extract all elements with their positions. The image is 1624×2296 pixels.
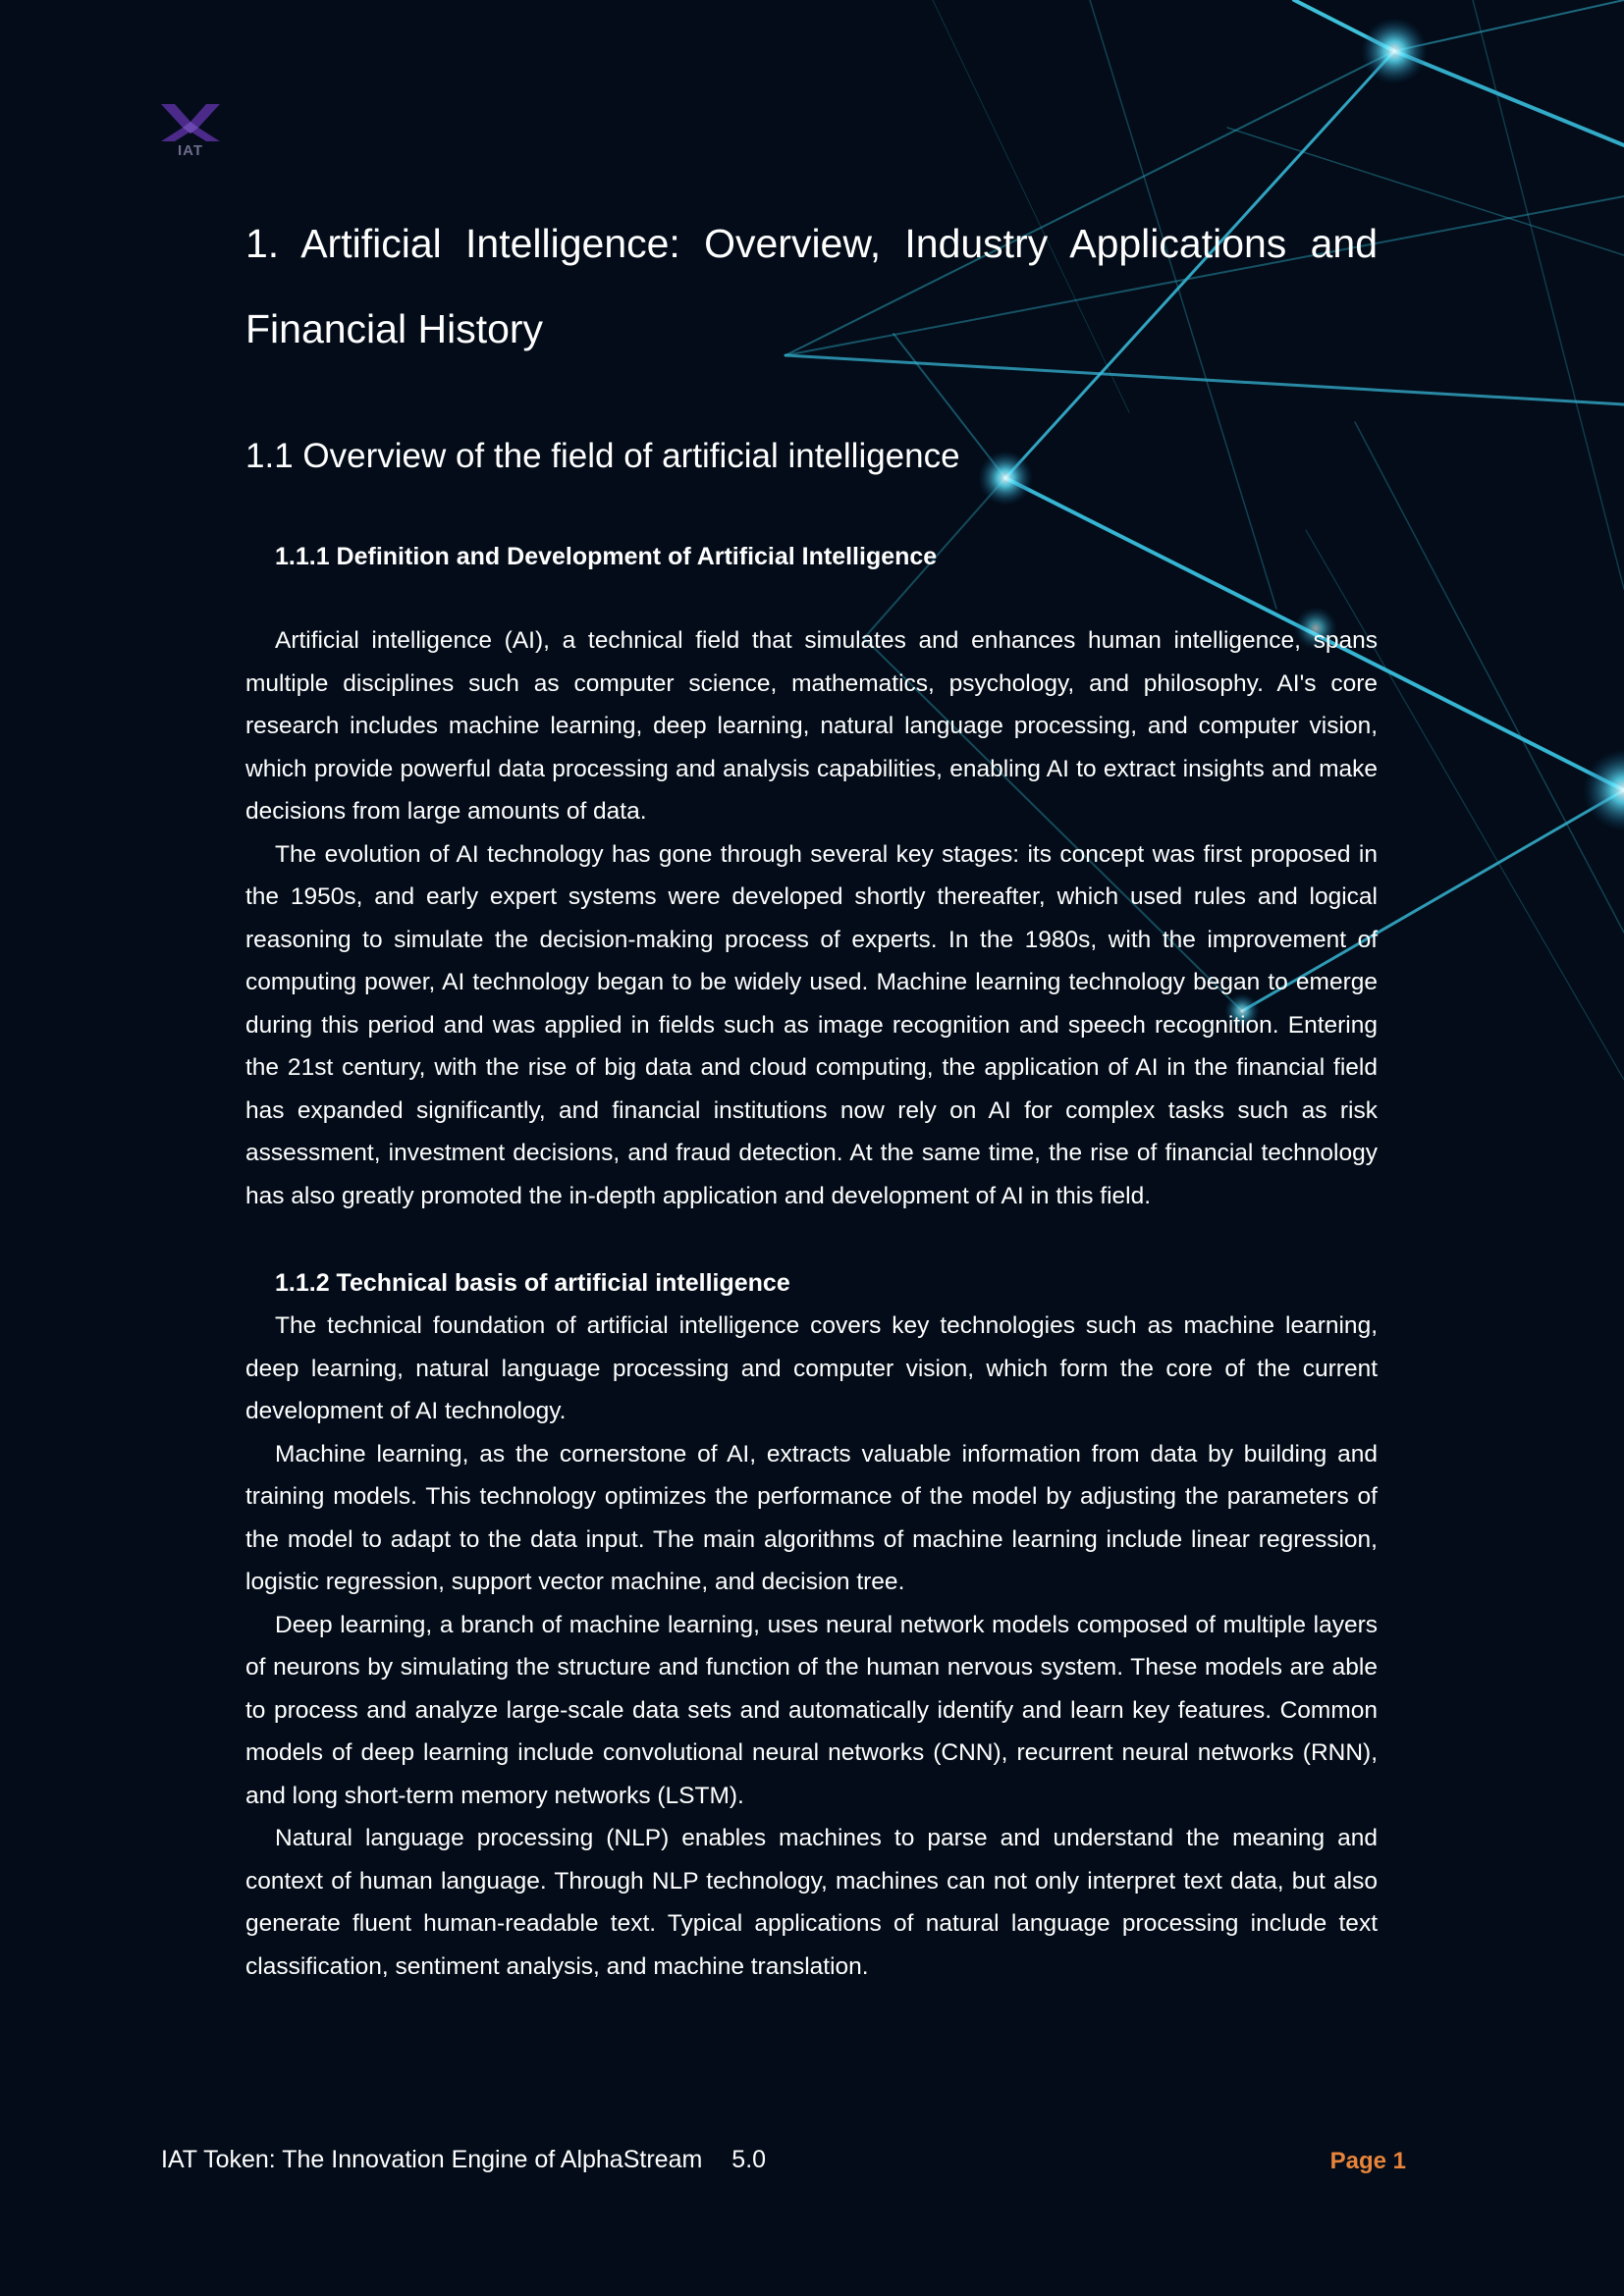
footer-title — [161, 2146, 766, 2174]
document-title: 1. Artificial Intelligence: Overview, Industry Applications and Financial History — [245, 221, 1378, 351]
paragraph: Artificial intelligence (AI), a technical field that simulates and enhances human intelligence, spans multiple disciplines such as computer science, mathematics, psychology, and philosophy. AI's core research includes machine learning, deep learning, natural language processing, and computer vision, which provide powerful data processing and analysis capabilities, enabling AI to extract insights and make decisions from large amounts of data. — [245, 627, 1378, 825]
paragraph: Machine learning, as the cornerstone of AI, extracts valuable information from data by building and training models. This technology optimizes the performance of the model by adjusting the parameters of the model to adapt to the data input. The main algorithms of machine learning include linear regression, logistic regression, support vector machine, and decision tree. — [245, 1440, 1378, 1595]
logo-text: IAT — [177, 142, 204, 159]
document-content — [245, 201, 1378, 1988]
page-number: Page 1 — [1329, 2148, 1406, 2174]
paragraph: The evolution of AI technology has gone through several key stages: its concept was first proposed in the 1950s, and early expert systems were developed shortly thereafter, which used rules and logical reasoning to simulate the decision-making process of experts. In the 1980s, with the improvement of computing power, AI technology began to be widely used. Machine learning technology began to emerge during this period and was applied in fields such as image recognition and speech recognition. Entering the 21st century, with the rise of big data and cloud computing, the application of AI in the financial field has expanded significantly, and financial institutions now rely on AI for complex tasks such as risk assessment, investment decisions, and fraud detection. At the same time, the rise of financial technology has also greatly promoted the in-depth application and development of AI in this field. — [245, 840, 1378, 1209]
subsection-title: 1.1.2 Technical basis of artificial intelligence — [275, 1269, 790, 1297]
footer-version: 5.0 — [731, 2146, 767, 2173]
subsection-title: 1.1.1 Definition and Development of Artificial Intelligence — [275, 543, 938, 570]
footer-title-text: IAT Token: The Innovation Engine of AlphaStream — [161, 2146, 703, 2173]
section-title: 1.1 Overview of the field of artificial intelligence — [245, 437, 960, 475]
paragraph: Deep learning, a branch of machine learning, uses neural network models composed of multiple layers of neurons by simulating the structure and function of the human nervous system. These models are able to process and analyze large-scale data sets and automatically identify and learn key features. Common models of deep learning include convolutional neural networks (CNN), recurrent neural networks (RNN), and long short-term memory networks (LSTM). — [245, 1611, 1378, 1809]
paragraph: Natural language processing (NLP) enables machines to parse and understand the meaning and context of human language. Through NLP technology, machines can not only interpret text data, but also generate fluent human-readable text. Typical applications of natural language processing include text classification, sentiment analysis, and machine translation. — [245, 1825, 1378, 1980]
paragraph: The technical foundation of artificial intelligence covers key technologies such as machine learning, deep learning, natural language processing and computer vision, which form the core of the current development of AI technology. — [245, 1312, 1378, 1424]
